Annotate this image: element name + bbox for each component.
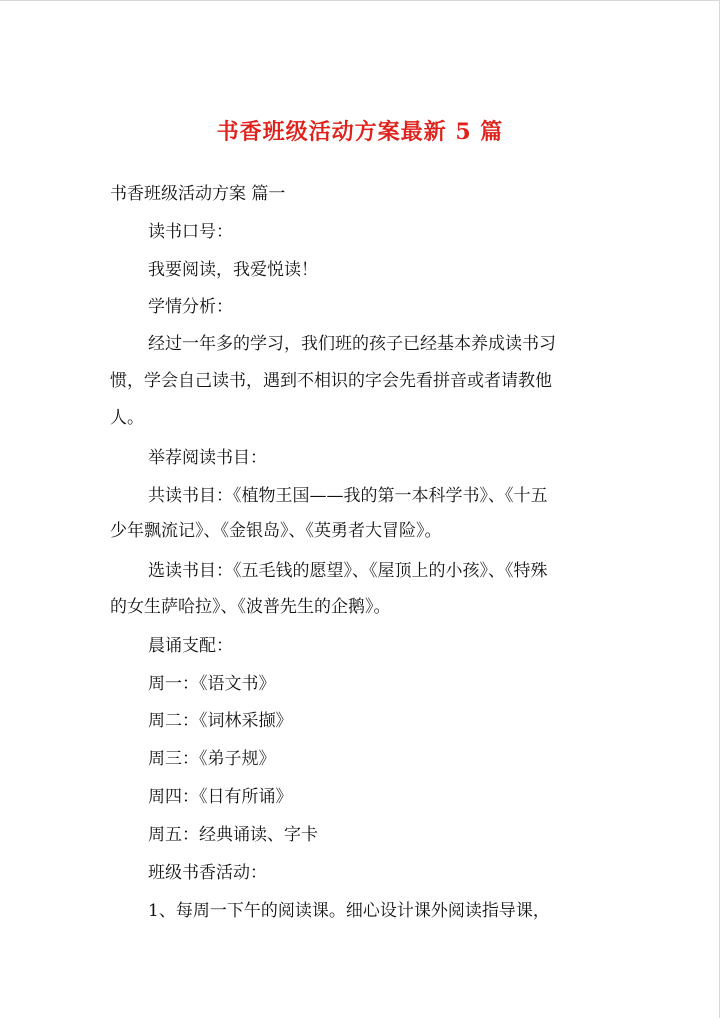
paragraph-line: 1、每周一下午的阅读课。细心设计课外阅读指导课， — [148, 901, 550, 921]
paragraph-line: 周四：《日有所诵》 — [148, 787, 293, 807]
paragraph-line: 选读书目：《五毛钱的愿望》、《屋顶上的小孩》、《特殊 — [148, 561, 548, 581]
paragraph-line: 的女生萨哈拉》、《波普先生的企鹅》。 — [110, 597, 391, 617]
paragraph-line: 共读书目：《植物王国——我的第一本科学书》、《十五 — [148, 486, 548, 506]
paragraph-line: 周五：经典诵读、字卡 — [148, 825, 318, 845]
paragraph-line: 举荐阅读书目： — [148, 448, 267, 468]
paragraph-line: 班级书香活动： — [148, 863, 267, 883]
paragraph-line: 我要阅读，我爱悦读！ — [148, 260, 318, 280]
paragraph-line: 人。 — [110, 408, 144, 428]
paragraph-line: 经过一年多的学习，我们班的孩子已经基本养成读书习 — [148, 334, 556, 354]
paragraph-line: 周一：《语文书》 — [148, 674, 276, 694]
section-heading: 书香班级活动方案 篇一 — [110, 184, 286, 204]
paragraph-line: 惯，学会自己读书，遇到不相识的字会先看拼音或者请教他 — [110, 371, 552, 391]
paragraph-line: 学情分析： — [148, 297, 233, 317]
paragraph-line: 周三：《弟子规》 — [148, 749, 276, 769]
paragraph-line: 周二：《词林采撷》 — [148, 711, 293, 731]
paragraph-line: 读书口号： — [148, 222, 233, 242]
paragraph-line: 少年飘流记》、《金银岛》、《英勇者大冒险》。 — [110, 521, 442, 541]
paragraph-line: 晨诵支配： — [148, 636, 233, 656]
document-title: 书香班级活动方案最新 5 篇 — [216, 119, 504, 145]
